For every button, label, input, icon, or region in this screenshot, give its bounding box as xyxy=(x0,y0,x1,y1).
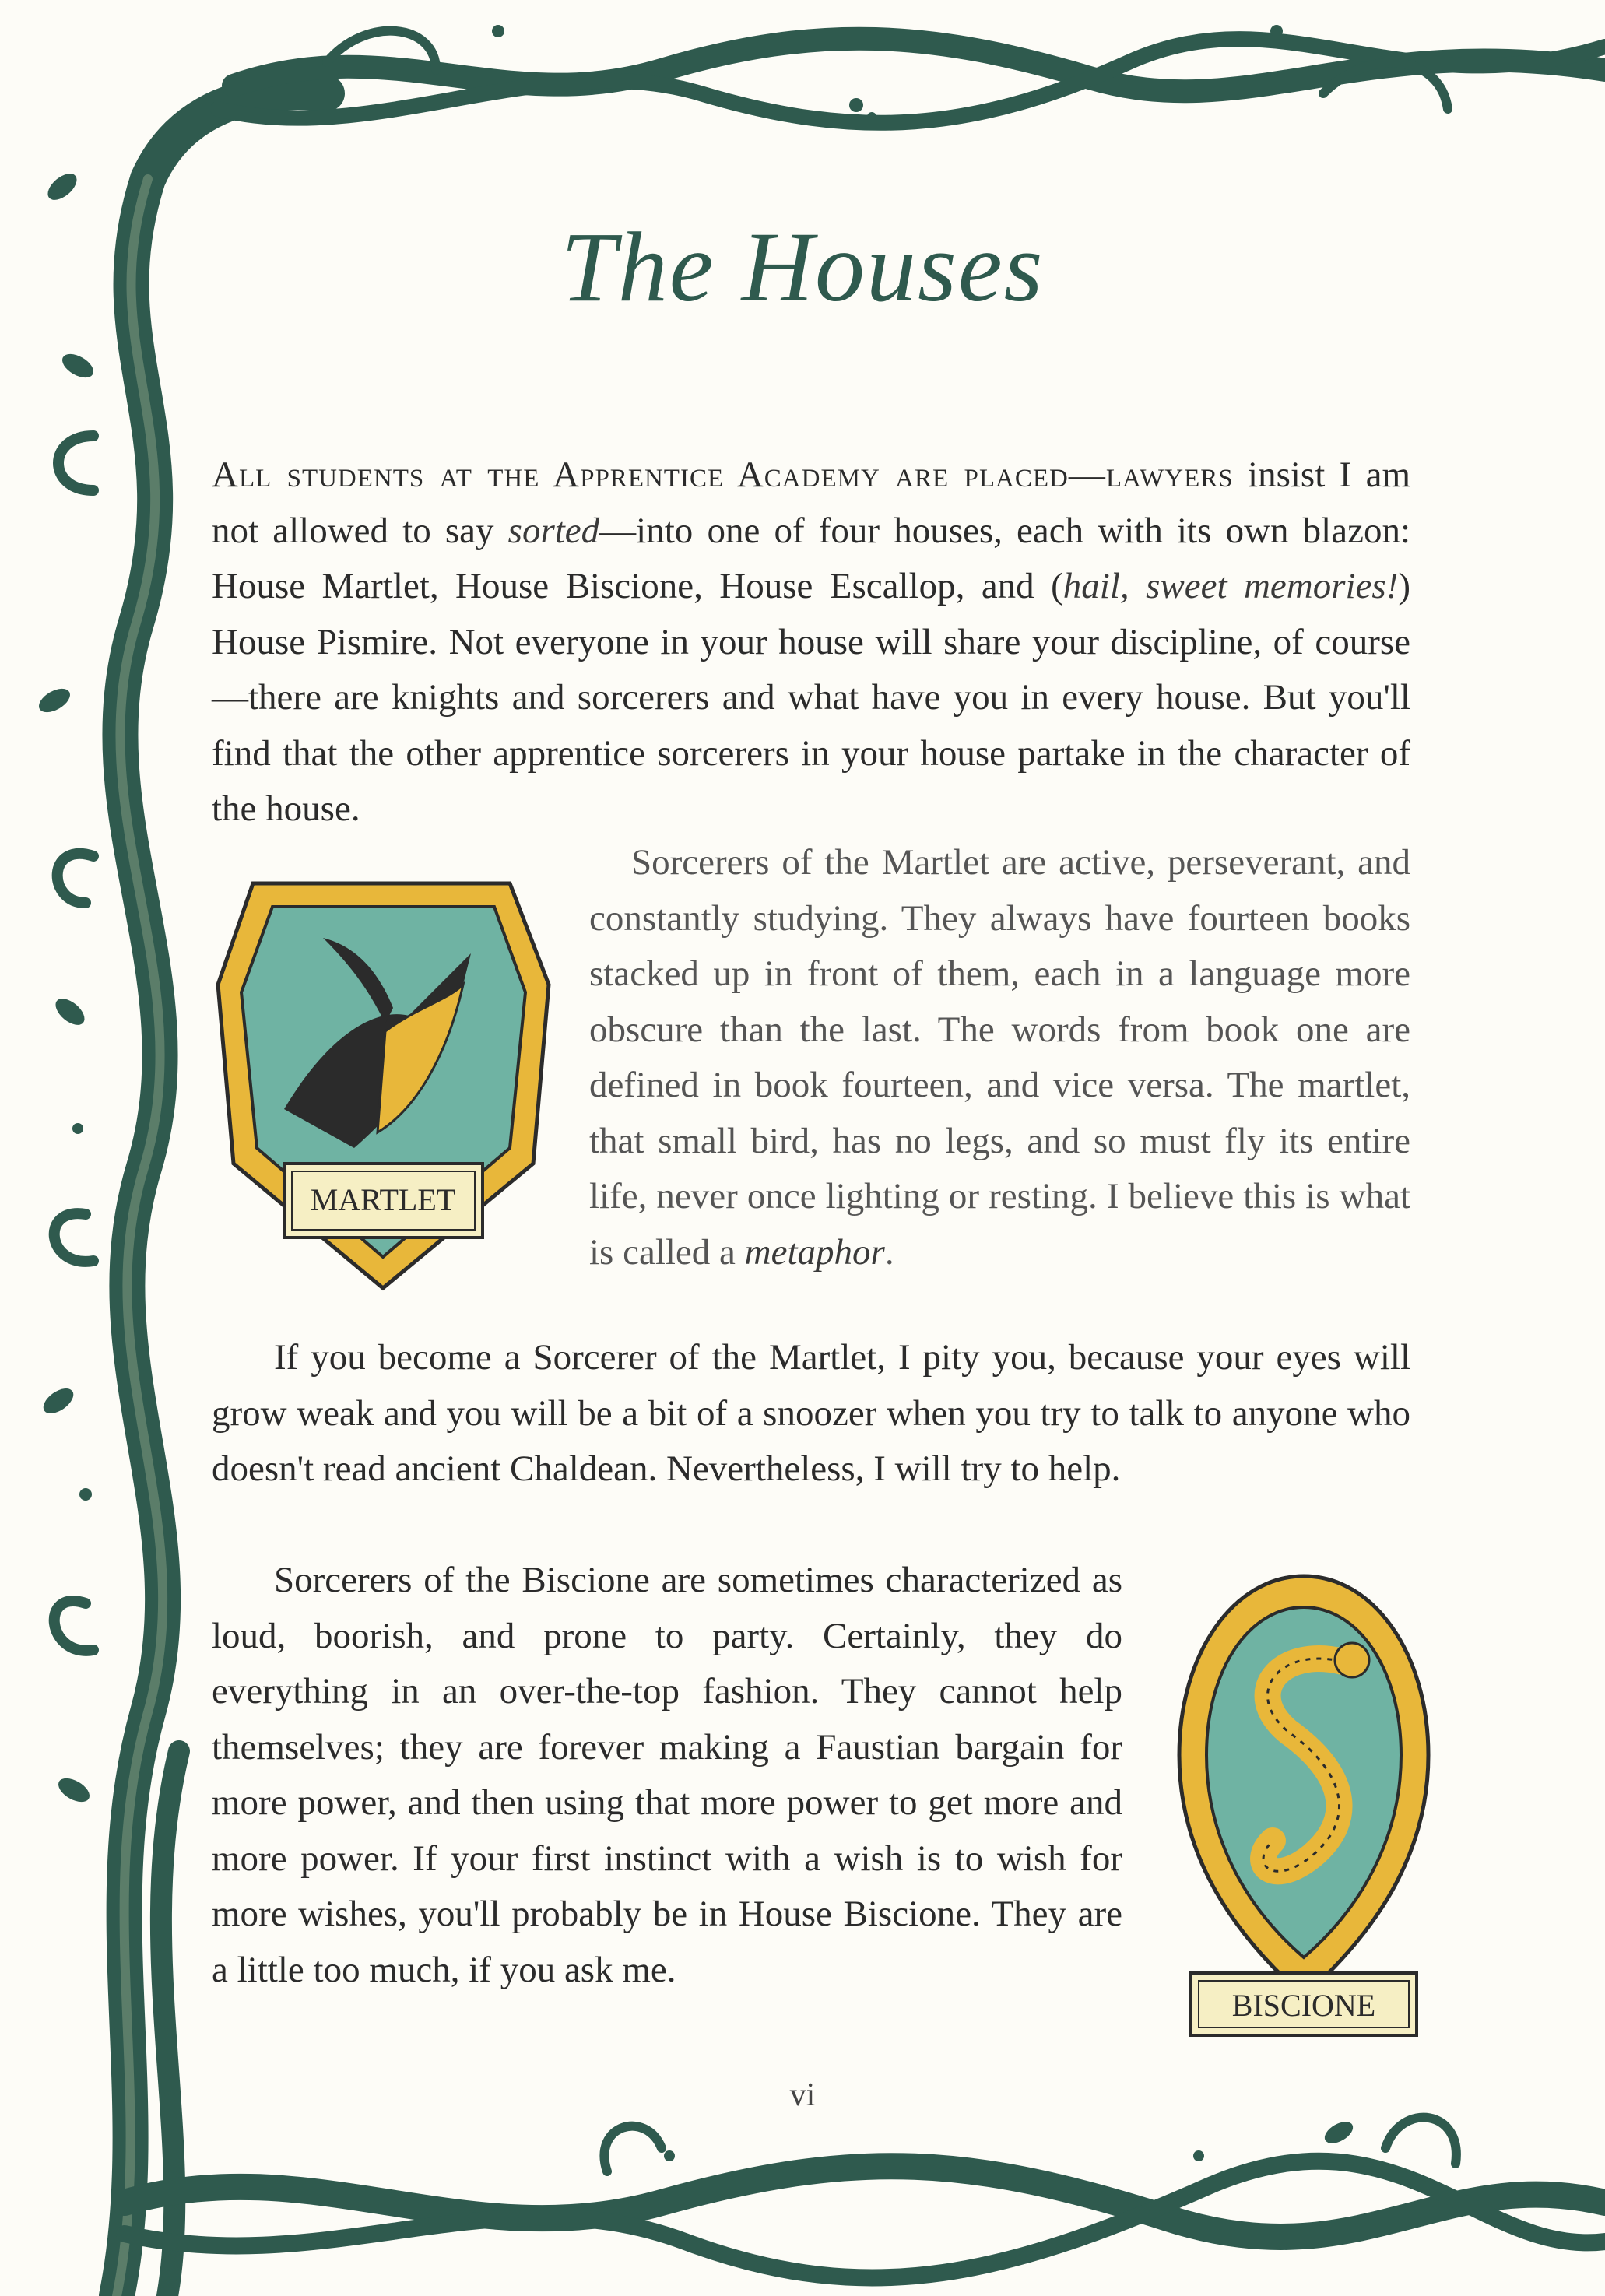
intro-text-2: —into one of four houses, each with its own blazon: House Martlet, House Biscione, House Escallop, and ( xyxy=(212,510,1410,606)
pity-paragraph: If you become a Sorcerer of the Martlet, I pity you, because your eyes will grow weak and you will be a bit of a snoozer when you try to talk to anyone who doesn't read ancient Chaldean. Nevertheless, I will try to help. xyxy=(212,1337,1410,1489)
intro-text-1: insist I am not allowed to say xyxy=(212,455,1411,551)
intro-text-3: ) House Pismire. Not everyone in your house will share your discipline, of course—there are knights and sorcerers and what have you in every house. But you'll find that the other apprentice sorcerers in your house partake in the character of the house. xyxy=(212,566,1410,829)
biscione-crest-label: BISCIONE xyxy=(1231,1988,1376,2023)
martlet-end: . xyxy=(884,1231,894,1273)
intro-sorted: sorted xyxy=(507,510,600,551)
page-title: The Houses xyxy=(560,212,1045,322)
intro-paragraph xyxy=(212,448,1410,837)
martlet-metaphor: metaphor xyxy=(744,1231,885,1273)
martlet-crest-label: MARTLET xyxy=(310,1182,456,1217)
page-number: vi xyxy=(789,2077,816,2113)
intro-hail: hail, sweet memories! xyxy=(1062,566,1399,606)
biscione-paragraph: Sorcerers of the Biscione are sometimes characterized as loud, boorish, and prone to party. Certainly, they do everything in an over-the-top fashion. They cannot help themselves; they are forever making a Faustian bargain for more power, and then using that more power to get more and more power. If your first instinct with a wish is to wish for more wishes, you'll probably be in House Biscione. They are a little too much, if you ask me. xyxy=(212,1560,1122,1990)
martlet-text: Sorcerers of the Martlet are active, perseverant, and constantly studying. They always have fourteen books stacked up in front of them, each in a language more obscure than the last. The words from book one are defined in book fourteen, and vice versa. The martlet, that small bird, has no legs, and so must fly its entire life, never once lighting or resting. I believe this is what is called a xyxy=(589,842,1410,1273)
martlet-paragraph xyxy=(589,835,1410,1280)
biscione-crest xyxy=(1164,1561,1444,2059)
martlet-crest xyxy=(198,852,568,1311)
intro-lead: All students at the Apprentice Academy are placed—lawyers xyxy=(212,455,1234,495)
